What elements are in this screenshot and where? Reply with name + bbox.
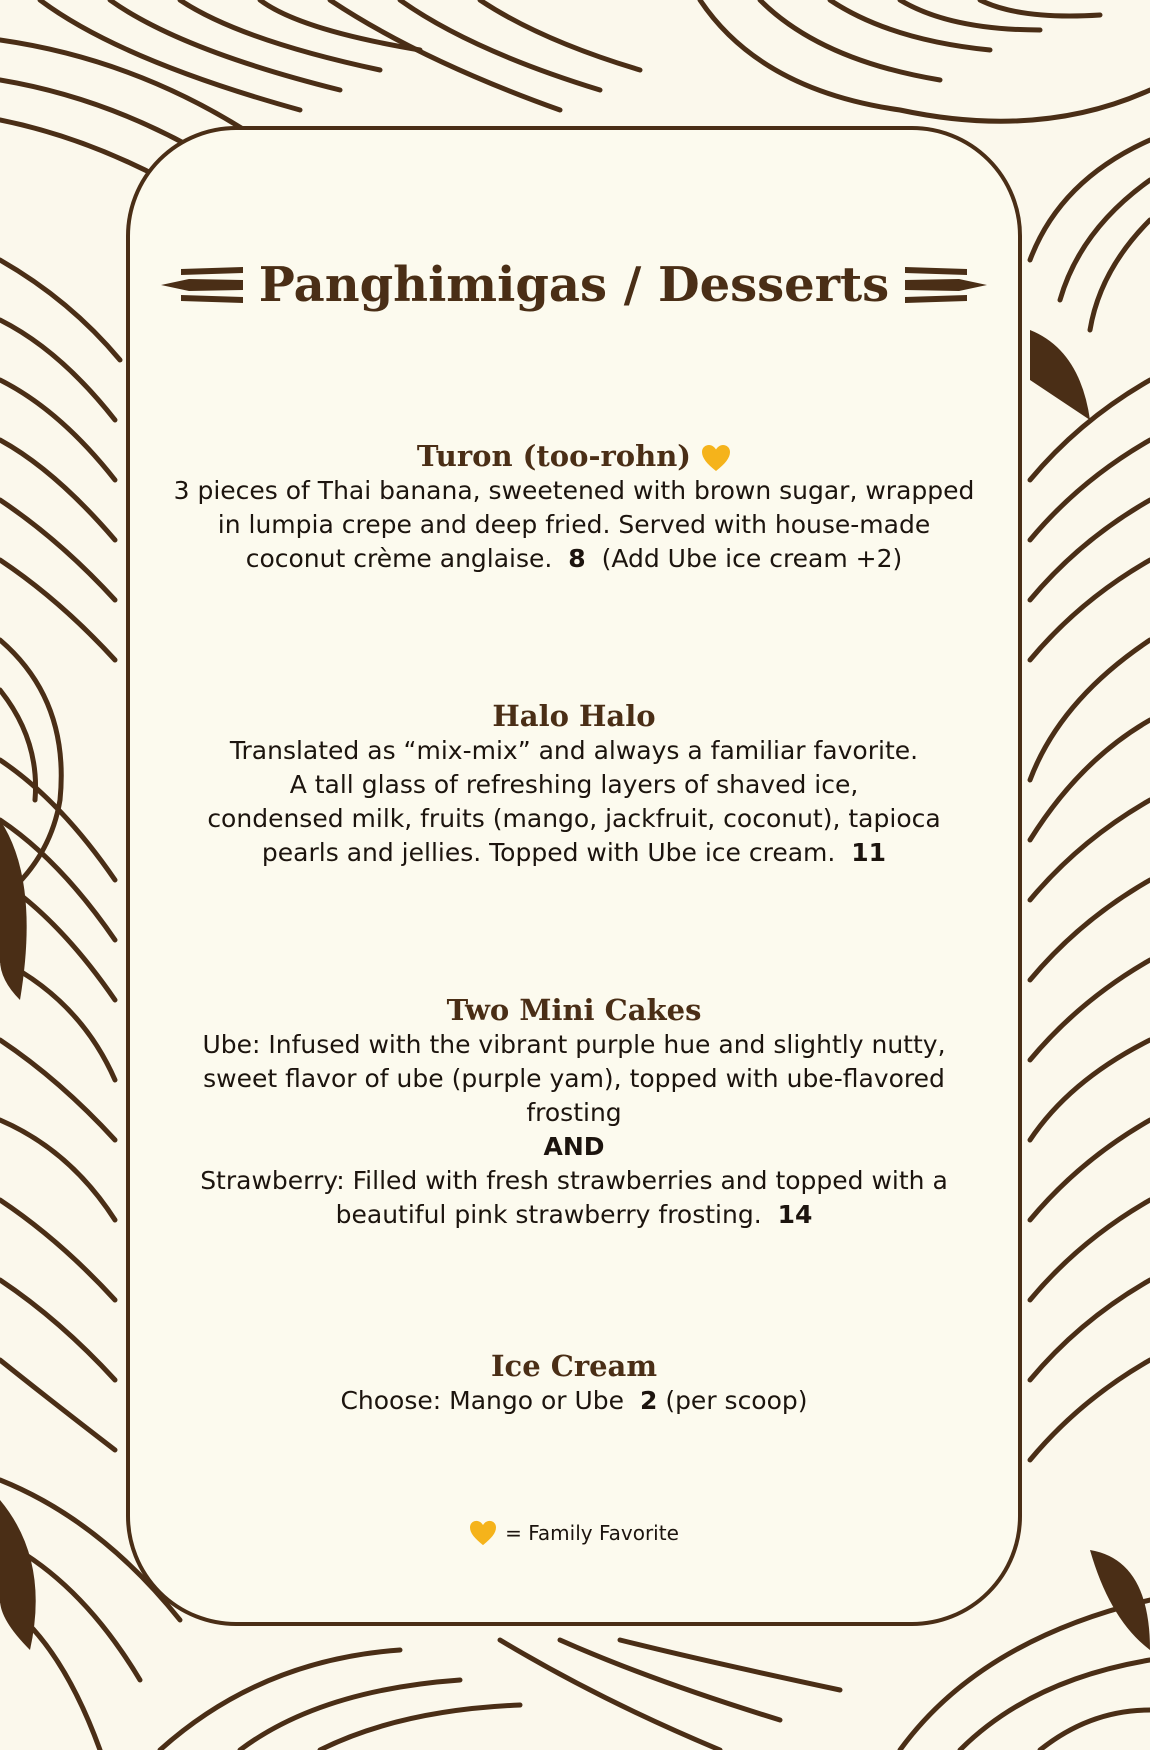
item-price: 14 (777, 1200, 813, 1229)
description-line: Translated as “mix-mix” and always a familiar favorite. (229, 736, 919, 765)
cake-strawberry-description: Strawberry: Filled with fresh strawberries and topped with a beautiful pink strawberry frosting. (200, 1166, 948, 1229)
item-description (170, 1028, 978, 1232)
menu-item-turon (170, 438, 978, 576)
item-title (170, 438, 978, 474)
page-title: Panghimigas / Desserts (258, 257, 890, 313)
legend (130, 1520, 1018, 1546)
description-line: condensed milk, fruits (mango, jackfruit, coconut), tapioca (207, 804, 941, 833)
item-description (170, 1384, 978, 1418)
legend-text: = Family Favorite (505, 1521, 679, 1545)
description-text: 3 pieces of Thai banana, sweetened with brown sugar, wrapped in lumpia crepe and deep fried. Served with house-made coconut crème anglaise. (173, 476, 975, 573)
cake-ube-description: Ube: Infused with the vibrant purple hue and slightly nutty, sweet flavor of ube (purple yam), topped with ube-flavored frosting (202, 1030, 946, 1127)
and-label: AND (543, 1132, 605, 1161)
item-name: Ice Cream (490, 1349, 658, 1383)
right-banner-stripes-icon (905, 263, 989, 307)
menu-item-halo-halo (170, 698, 978, 870)
item-price: 8 (568, 544, 586, 573)
item-note: (per scoop) (665, 1386, 808, 1415)
item-note: (Add Ube ice cream +2) (601, 544, 903, 573)
description-text: Choose: Mango or Ube (340, 1386, 625, 1415)
item-price: 11 (851, 838, 887, 867)
heart-icon (701, 444, 731, 472)
menu-card (126, 126, 1022, 1626)
item-name: Two Mini Cakes (446, 993, 702, 1027)
menu-item-two-mini-cakes (170, 992, 978, 1232)
left-banner-stripes-icon (159, 263, 243, 307)
description-line: A tall glass of refreshing layers of shaved ice, (289, 770, 859, 799)
menu-item-ice-cream (170, 1348, 978, 1418)
item-description (170, 474, 978, 576)
item-name: Turon (too-rohn) (416, 439, 692, 473)
item-name: Halo Halo (492, 699, 656, 733)
item-price: 2 (639, 1386, 658, 1415)
heart-icon (469, 1520, 497, 1546)
item-description (170, 734, 978, 870)
description-line: pearls and jellies. Topped with Ube ice cream. (261, 838, 836, 867)
title-row (130, 250, 1018, 320)
